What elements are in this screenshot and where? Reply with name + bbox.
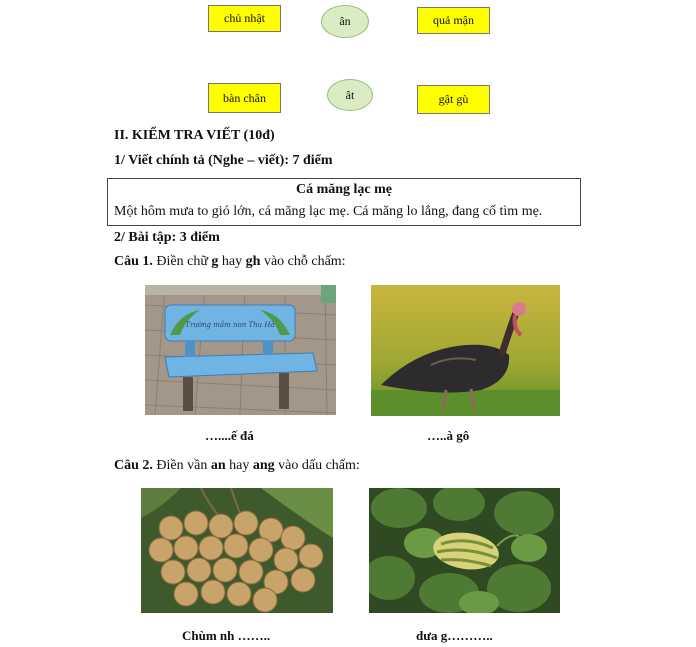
word-box-ban-chan — [208, 83, 281, 113]
word-text: bàn chân — [223, 90, 266, 105]
question-keyword: g — [211, 254, 219, 269]
rhyme-text: ân — [339, 14, 351, 28]
caption-turkey: …..à gô — [427, 428, 470, 443]
dictation-text: Một hôm mưa to gió lớn, cá măng lạc mẹ. Cá măng lo lắng, đang cố tìm mẹ. — [114, 204, 543, 219]
word-box-qua-man — [417, 7, 490, 34]
question-text: vào dấu chấm: — [274, 458, 360, 473]
question-keyword: gh — [245, 254, 261, 269]
question-label: Câu 2. — [114, 458, 153, 473]
dictation-heading: 1/ Viết chính tả (Nghe – viết): 7 điểm — [114, 153, 333, 168]
dictation-box — [107, 178, 581, 226]
word-text: gật gù — [438, 92, 469, 106]
question-keyword: an — [210, 458, 226, 473]
word-box-chu-nhat — [208, 5, 281, 32]
rhyme-oval-an — [321, 5, 369, 38]
rhyme-text: ât — [345, 87, 355, 102]
caption-bench: …....ế đá — [205, 428, 254, 443]
question-label: Câu 1. — [114, 254, 153, 269]
question-text: hay — [218, 254, 246, 269]
question-text: vào chỗ chấm: — [260, 254, 346, 269]
dictation-title: Cá măng lạc mẹ — [295, 182, 393, 197]
exercise-heading: 2/ Bài tập: 3 điểm — [114, 230, 220, 245]
rhyme-oval-at — [327, 79, 373, 111]
question-keyword: ang — [252, 458, 275, 473]
question-1 — [114, 254, 346, 270]
question-text: Điền vần — [152, 458, 211, 473]
longan-image — [141, 488, 333, 613]
turkey-image — [371, 285, 560, 416]
word-text: chủ nhật — [224, 11, 265, 25]
bench-sign: Trường mầm non Thu Hà — [185, 321, 275, 329]
section-heading: II. KIỂM TRA VIẾT (10đ) — [114, 128, 275, 143]
question-2 — [114, 458, 360, 474]
word-text: quả mận — [433, 13, 474, 27]
caption-longan: Chùm nh …….. — [182, 628, 271, 643]
word-box-gat-gu — [417, 85, 490, 114]
question-text: hay — [225, 458, 253, 473]
bench-image — [145, 285, 336, 415]
question-text: Điền chữ — [152, 254, 212, 269]
caption-melon: dưa g……….. — [416, 628, 493, 643]
melon-image — [369, 488, 560, 613]
